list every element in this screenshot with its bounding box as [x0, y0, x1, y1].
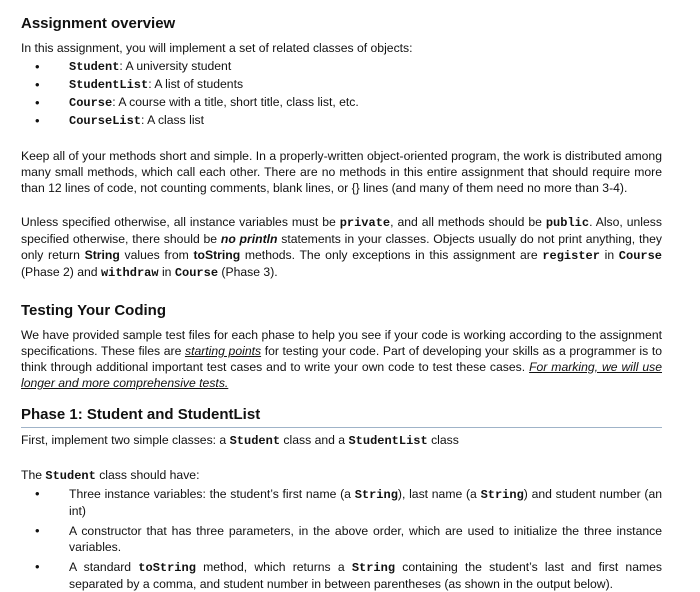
testing-paragraph: We have provided sample test files for each phase to help you see if your code is working according to the assignment specifications. These files are starting points for testing your code. Part of developing your skills as a programmer is to think through additional important test cases and to write your own code to test these cases. For marking, we will use longer and more comprehensive tests.: [21, 328, 662, 390]
marking-note: For marking, we will use longer and more comprehensive tests.: [21, 360, 662, 390]
rules-paragraph: Unless specified otherwise, all instance variables must be private, and all methods should be public. Also, unless specified otherwise, there should be no println statements in your classes. Objects usually do not print anything, they only return String values from toString methods. The only exceptions in this assignment are register in Course (Phase 2) and withdraw in Course (Phase 3).: [21, 215, 663, 280]
list-item: • Three instance variables: the student’s first name (a String), last name (a String) and student number (an int): [21, 486, 662, 519]
list-item: • Course: A course with a title, short title, class list, etc.: [21, 94, 662, 112]
student-requirements: [21, 486, 662, 592]
class-list: [21, 58, 662, 130]
phase1-heading: Phase 1: Student and StudentList: [21, 405, 662, 428]
phase1-intro: First, implement two simple classes: a Student class and a StudentList class: [21, 433, 459, 448]
overview-intro: In this assignment, you will implement a set of related classes of objects:: [21, 41, 413, 55]
student-class-intro: The Student class should have:: [21, 468, 200, 483]
list-item: • A constructor that has three parameters, in the above order, which are used to initialize the three instance variables.: [21, 523, 662, 555]
list-item: • A standard toString method, which returns a String containing the student’s last and first names separated by a comma, and student number in between parentheses (as shown in the output below).: [21, 559, 662, 592]
list-item: • CourseList: A class list: [21, 112, 662, 130]
list-item: • StudentList: A list of students: [21, 76, 662, 94]
list-item: • Student: A university student: [21, 58, 662, 76]
methods-paragraph: Keep all of your methods short and simple. In a properly-written object-oriented program, the work is distributed among many small methods, which call each other. There are no methods in this entire assignment that should require more than 12 lines of code, not counting comments, blank lines, or {} lines (and many of them need no more than 3-4).: [21, 149, 662, 195]
testing-heading: Testing Your Coding: [21, 302, 166, 319]
starting-points-link: starting points: [184, 344, 262, 358]
overview-heading: Assignment overview: [21, 15, 176, 32]
